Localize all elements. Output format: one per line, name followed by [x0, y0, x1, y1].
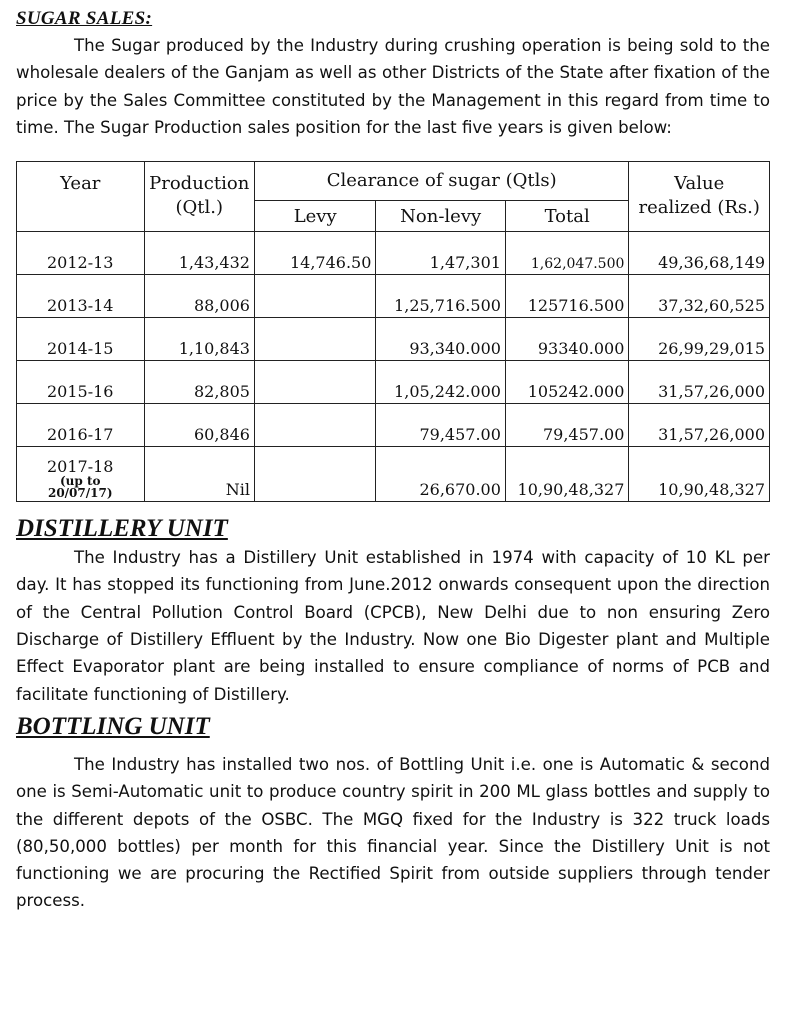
cell-nonlevy: 26,670.00	[376, 447, 506, 502]
header-year: Year	[17, 162, 145, 232]
document-page	[16, 6, 770, 915]
distillery-heading: DISTILLERY UNIT	[16, 515, 228, 543]
table-row	[17, 404, 770, 447]
cell-total: 1,62,047.500	[505, 232, 628, 275]
cell-production: 82,805	[144, 361, 254, 404]
cell-year-last	[17, 447, 145, 502]
distillery-paragraph: The Industry has a Distillery Unit established in 1974 with capacity of 10 KL per day. It has stopped its functioning from June.2012 onwards consequent upon the direction of the Central Pollution Control Board (CPCB), New Delhi due to non ensuring Zero Discharge of Distillery Effluent by the Industry. Now one Bio Digester plant and Multiple Effect Evaporator plant are being installed to ensure compliance of norms of PCB and facilitate functioning of Distillery.	[16, 548, 770, 704]
header-production	[144, 162, 254, 232]
cell-nonlevy: 1,05,242.000	[376, 361, 506, 404]
cell-value: 37,32,60,525	[629, 275, 770, 318]
header-production-line2: (Qtl.)	[175, 197, 223, 219]
table-row	[17, 318, 770, 361]
cell-levy	[254, 318, 375, 361]
table-row-last	[17, 447, 770, 502]
cell-levy	[254, 404, 375, 447]
cell-levy	[254, 275, 375, 318]
cell-value: 31,57,26,000	[629, 361, 770, 404]
cell-production: Nil	[144, 447, 254, 502]
cell-levy: 14,746.50	[254, 232, 375, 275]
cell-production: 88,006	[144, 275, 254, 318]
table-header-row	[17, 162, 770, 201]
cell-year-note2: 20/07/17)	[47, 486, 113, 501]
header-clearance: Clearance of sugar (Qtls)	[254, 162, 628, 201]
cell-year: 2016-17	[17, 404, 145, 447]
cell-year-note1: (up to	[59, 474, 101, 489]
table-row	[17, 232, 770, 275]
header-value-line1: Value	[674, 173, 725, 195]
table-row	[17, 275, 770, 318]
sugar-sales-table	[16, 161, 770, 502]
header-production-line1: Production	[149, 173, 250, 195]
header-nonlevy: Non-levy	[376, 201, 506, 232]
cell-production: 1,43,432	[144, 232, 254, 275]
cell-value: 31,57,26,000	[629, 404, 770, 447]
cell-total: 79,457.00	[505, 404, 628, 447]
cell-year: 2014-15	[17, 318, 145, 361]
sugar-sales-paragraph: The Sugar produced by the Industry during crushing operation is being sold to the wholesale dealers of the Ganjam as well as other Districts of the State after fixation of the price by the Sales Committee constituted by the Management in this regard from time to time. The Sugar Production sales position for the last five years is given below:	[16, 36, 770, 137]
cell-year: 2015-16	[17, 361, 145, 404]
header-value-line2: realized (Rs.)	[638, 197, 760, 219]
cell-levy	[254, 447, 375, 502]
cell-nonlevy: 1,47,301	[376, 232, 506, 275]
cell-year: 2012-13	[17, 232, 145, 275]
cell-total: 93340.000	[505, 318, 628, 361]
cell-production: 60,846	[144, 404, 254, 447]
cell-nonlevy: 1,25,716.500	[376, 275, 506, 318]
bottling-paragraph: The Industry has installed two nos. of Bottling Unit i.e. one is Automatic & second one is Semi-Automatic unit to produce country spirit in 200 ML glass bottles and supply to the different depots of the OSBC. The MGQ fixed for the Industry is 322 truck loads (80,50,000 bottles) per month for this financial year. Since the Distillery Unit is not functioning we are procuring the Rectified Spirit from outside suppliers through tender process.	[16, 754, 770, 911]
table-row	[17, 361, 770, 404]
cell-nonlevy: 93,340.000	[376, 318, 506, 361]
bottling-heading: BOTTLING UNIT	[16, 712, 210, 740]
cell-total: 10,90,48,327	[505, 447, 628, 502]
sugar-sales-heading: SUGAR SALES:	[16, 8, 153, 29]
cell-year-label: 2017-18	[47, 457, 114, 477]
cell-value: 26,99,29,015	[629, 318, 770, 361]
header-levy: Levy	[254, 201, 375, 232]
header-total: Total	[505, 201, 628, 232]
header-value	[629, 162, 770, 232]
cell-levy	[254, 361, 375, 404]
cell-total: 105242.000	[505, 361, 628, 404]
cell-year: 2013-14	[17, 275, 145, 318]
cell-value: 49,36,68,149	[629, 232, 770, 275]
cell-value: 10,90,48,327	[629, 447, 770, 502]
cell-nonlevy: 79,457.00	[376, 404, 506, 447]
cell-production: 1,10,843	[144, 318, 254, 361]
cell-total: 125716.500	[505, 275, 628, 318]
